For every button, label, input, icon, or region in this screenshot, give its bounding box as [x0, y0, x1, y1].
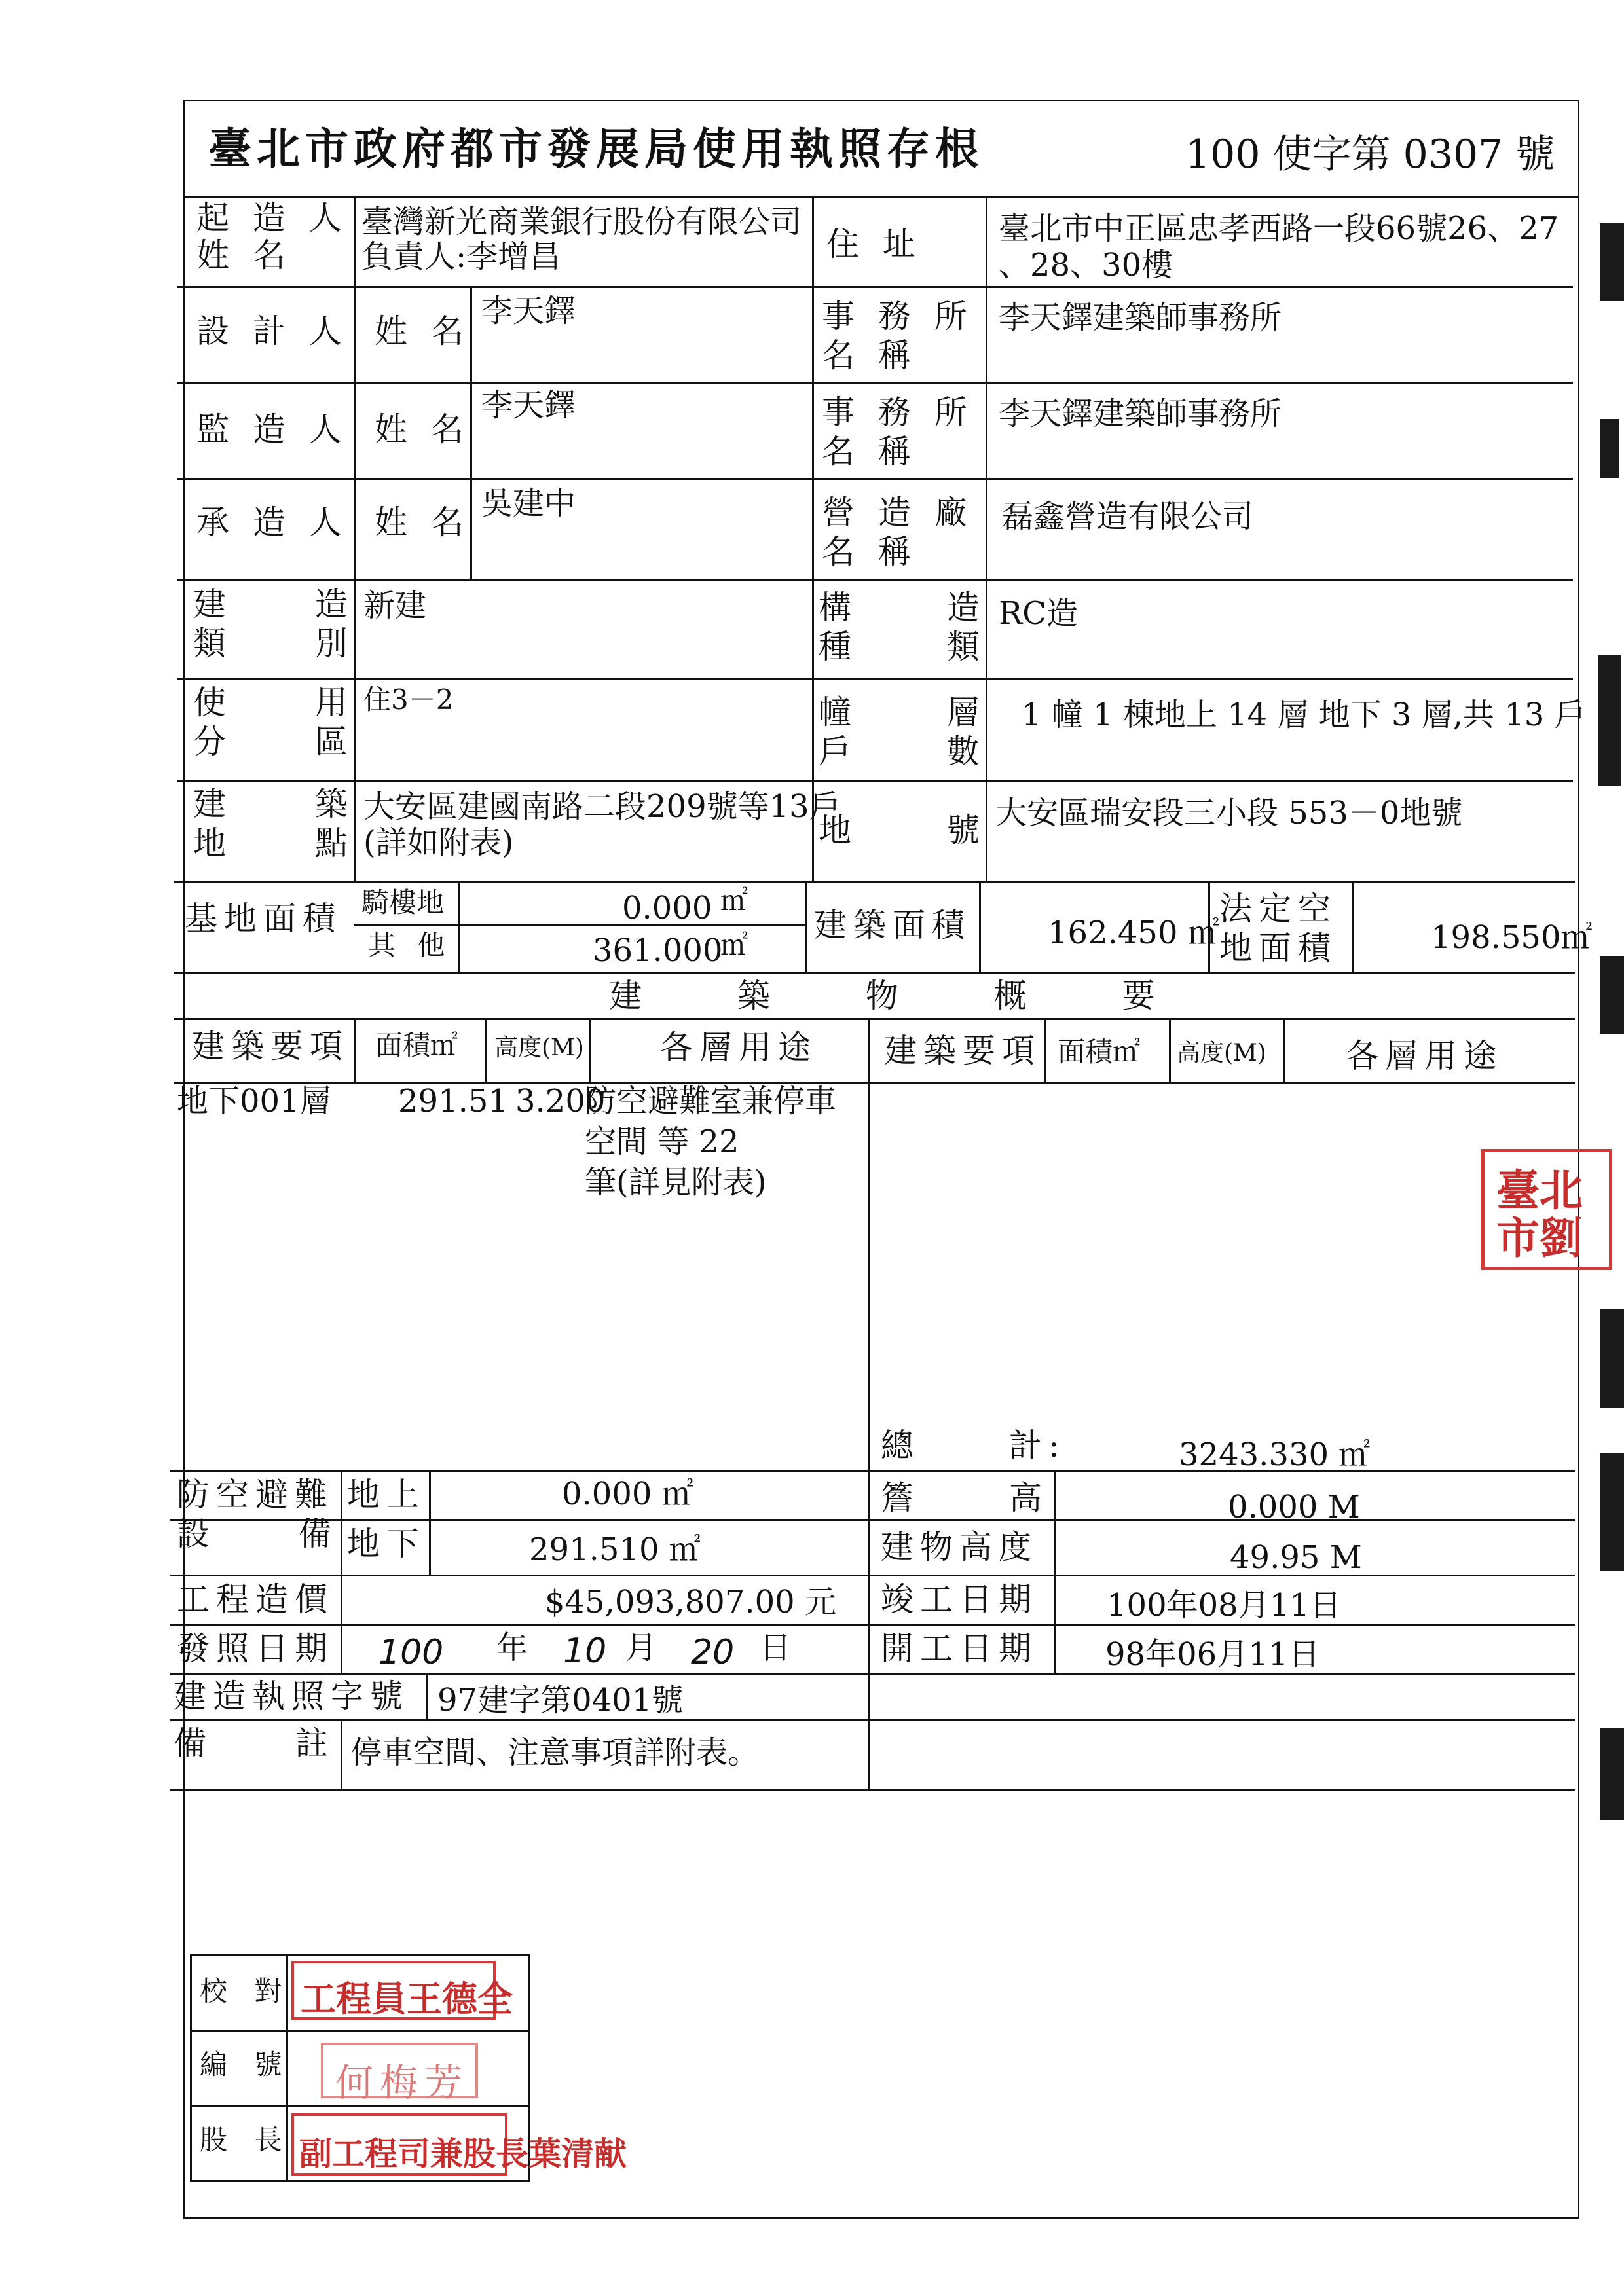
floors-value: 1 幢 1 棟地上 14 層 地下 3 層,共 13 戶 [1022, 697, 1586, 733]
site-area-label: 基地面積 [185, 900, 342, 938]
eave-height: 0.000 M [1228, 1489, 1360, 1525]
rule [354, 1018, 356, 1082]
shelter-above-label: 地上 [347, 1476, 426, 1514]
edge-mark [1600, 223, 1624, 301]
building-height-label: 建物高度 [881, 1528, 1038, 1566]
cost-value: $45,093,807.00 元 [545, 1584, 836, 1620]
applicant-label: 起 造 人 [196, 199, 348, 237]
building-area: 162.450 ㎡ [1048, 915, 1219, 951]
supervisor-office: 李天鐸建築師事務所 [999, 395, 1282, 432]
edge-mark [1598, 655, 1621, 786]
rule [177, 286, 1573, 288]
rule [805, 881, 807, 972]
applicant-address-cont: 、28、30樓 [999, 247, 1173, 283]
rule [1044, 1018, 1046, 1082]
official-seal [1481, 1149, 1612, 1270]
building-type: 新建 [363, 587, 427, 624]
rule [341, 1719, 342, 1789]
open-space-label-2: 地面積 [1219, 929, 1337, 967]
structure-label: 構 造 [819, 589, 986, 627]
rule [1054, 1470, 1056, 1673]
floor-use: 防空避難室兼停車 [585, 1083, 837, 1120]
designer-label: 設 計 人 [196, 312, 348, 350]
rule [177, 678, 1573, 680]
rule [183, 196, 1579, 198]
floor-item: 地下001層 [177, 1083, 331, 1120]
other-area: 361.000 [593, 932, 723, 969]
zoning-label: 使 用 [193, 683, 354, 721]
building-type-label: 建 造 [193, 585, 354, 623]
rule [1169, 1018, 1171, 1082]
completion-label: 竣工日期 [881, 1580, 1038, 1618]
issue-year: 100 [378, 1633, 444, 1672]
edge-mark [1600, 1728, 1624, 1820]
summary-header-height-2: 高度(M) [1177, 1040, 1266, 1066]
summary-header-item-2: 建築要項 [884, 1032, 1041, 1070]
contractor-name: 吳建中 [481, 485, 576, 522]
summary-header-area-2: 面積㎡ [1058, 1036, 1141, 1068]
floors-label-2: 戶 數 [819, 733, 986, 771]
rule [177, 579, 1573, 581]
number-label: 編 號 [200, 2049, 291, 2081]
edge-mark [1600, 419, 1619, 478]
location-detail: (詳如附表) [363, 824, 514, 861]
area-unit: ㎡ [720, 929, 748, 961]
summary-header-use-2: 各層用途 [1346, 1037, 1503, 1075]
lot-label: 地 號 [819, 811, 986, 849]
zoning-label-2: 分 區 [193, 723, 354, 761]
designer-office-label-2: 名 稱 [822, 337, 917, 374]
permit-number: 100 使字第 0307 號 [1185, 132, 1555, 177]
rule [868, 1018, 870, 1789]
rule [354, 924, 805, 926]
rule [812, 196, 814, 881]
open-space-area: 198.550㎡ [1431, 919, 1593, 956]
structure-type: RC造 [999, 595, 1078, 632]
edge-mark [1600, 1453, 1624, 1571]
building-height: 49.95 M [1230, 1539, 1362, 1576]
summary-title: 建 築 物 概 要 [609, 977, 1162, 1015]
rule [1283, 1018, 1285, 1082]
cost-label: 工程造價 [177, 1580, 334, 1618]
remarks-value: 停車空間、注意事項詳附表。 [350, 1734, 760, 1771]
edge-mark [1600, 956, 1624, 1034]
contractor-firm-label-2: 名 稱 [822, 533, 917, 571]
shelter-below-label: 地下 [347, 1525, 426, 1563]
rule [177, 382, 1573, 384]
rule [354, 196, 356, 881]
issue-year-char: 年 [496, 1630, 528, 1666]
applicant-representative: 負責人:李增昌 [361, 238, 561, 275]
location-label: 建 築 [193, 785, 354, 823]
issue-month: 10 [563, 1631, 607, 1671]
rule [170, 1789, 1575, 1791]
chief-stamp-text: 副工程司兼股長葉清献 [299, 2134, 627, 2173]
shelter-label-2: 設 備 [177, 1515, 338, 1553]
official-seal-text: 臺北市劉 [1496, 1165, 1583, 1264]
rule [177, 478, 1573, 480]
issue-month-char: 月 [625, 1630, 657, 1666]
rule [177, 780, 1573, 782]
floors-label: 幢 層 [819, 693, 986, 731]
supervisor-label: 監 造 人 [196, 410, 348, 448]
rule [485, 1018, 487, 1082]
issue-day: 20 [691, 1633, 735, 1672]
rule [174, 972, 1575, 974]
rule [170, 1673, 1575, 1675]
rule [470, 286, 472, 579]
edge-mark [1600, 1309, 1624, 1408]
issue-date-label: 發照日期 [177, 1630, 334, 1667]
engineer-stamp-text: 工程員王德全 [301, 1978, 513, 2020]
floor-use-cont-2: 筆(詳見附表) [585, 1164, 767, 1201]
location-label-2: 地 點 [193, 824, 354, 862]
contractor-label: 承 造 人 [196, 503, 348, 541]
applicant-name: 臺灣新光商業銀行股份有限公司 [361, 204, 802, 240]
summary-header-use: 各層用途 [660, 1029, 817, 1066]
shelter-below: 291.510 ㎡ [529, 1531, 701, 1568]
rule [426, 1673, 428, 1719]
rule [458, 881, 460, 972]
open-space-label: 法定空 [1219, 890, 1337, 928]
summary-header-area: 面積㎡ [375, 1029, 458, 1061]
contractor-name-label: 姓 名 [375, 503, 470, 541]
shelter-above: 0.000 ㎡ [562, 1476, 693, 1512]
applicant-address: 臺北市中正區忠孝西路一段66號26、27 [999, 210, 1559, 247]
remarks-label: 備 註 [174, 1724, 335, 1762]
engineer-stamp [291, 1961, 513, 2020]
floor-height: 3.200 [515, 1083, 606, 1120]
rule [429, 1470, 431, 1575]
floor-use-cont: 空間 等 22 [585, 1123, 739, 1160]
rule [341, 1470, 342, 1624]
rule [190, 2030, 530, 2032]
designer-office-label: 事 務 所 [822, 297, 974, 335]
rule [986, 196, 987, 881]
location-value: 大安區建國南路二段209號等13戶 [363, 788, 841, 825]
arcade-label: 騎樓地 [361, 886, 445, 919]
building-area-label: 建築面積 [814, 906, 971, 944]
rule [174, 881, 1575, 883]
contractor-firm: 磊鑫營造有限公司 [1002, 498, 1254, 535]
chief-label: 股 長 [200, 2124, 291, 2156]
other-label: 其 他 [368, 929, 445, 961]
summary-header-item: 建築要項 [192, 1027, 349, 1065]
rule [979, 881, 981, 972]
permit-value: 97建字第0401號 [437, 1682, 684, 1719]
structure-label-2: 種 類 [819, 628, 986, 666]
rule [589, 1018, 591, 1082]
rule [170, 1519, 1575, 1521]
rule [170, 1624, 1575, 1626]
rule [170, 1719, 1575, 1721]
shelter-label: 防空避難 [177, 1476, 334, 1514]
supervisor-name-label: 姓 名 [375, 410, 470, 448]
designer-name: 李天鐸 [481, 293, 576, 329]
rule [170, 1575, 1575, 1576]
lot-number: 大安區瑞安段三小段 553－0地號 [995, 795, 1463, 831]
check-label: 校 對 [200, 1975, 291, 2007]
contractor-firm-label: 營 造 廠 [822, 494, 974, 532]
document-title: 臺北市政府都市發展局使用執照存根 [208, 123, 984, 174]
rule [1352, 881, 1354, 972]
number-stamp-text: 何梅芳 [335, 2060, 470, 2105]
designer-office: 李天鐸建築師事務所 [999, 299, 1282, 336]
completion-date: 100年08月11日 [1107, 1587, 1341, 1624]
total-area: 3243.330 ㎡ [1179, 1436, 1371, 1473]
applicant-name-label: 姓 名 [196, 236, 292, 274]
start-date-label: 開工日期 [881, 1630, 1038, 1667]
permit-label: 建造執照字號 [174, 1677, 409, 1715]
building-type-label-2: 類 別 [193, 625, 354, 663]
number-stamp [321, 2043, 478, 2105]
zoning-value: 住3－2 [363, 683, 454, 716]
designer-name-label: 姓 名 [375, 312, 470, 350]
start-date: 98年06月11日 [1105, 1636, 1320, 1673]
rule [174, 1082, 1575, 1084]
eave-label: 簷 高 [881, 1479, 1048, 1517]
address-label: 住 址 [826, 225, 922, 263]
rule [174, 1018, 1575, 1020]
issue-day-char: 日 [760, 1630, 792, 1666]
arcade-area: 0.000 [622, 890, 712, 926]
chief-stamp [291, 2113, 627, 2176]
area-unit: ㎡ [720, 884, 748, 917]
summary-header-height: 高度(M) [494, 1034, 584, 1061]
rule [341, 1624, 342, 1673]
floor-area: 291.51 [398, 1083, 508, 1120]
total-label: 總 計: [881, 1427, 1066, 1465]
supervisor-office-label: 事 務 所 [822, 393, 974, 431]
supervisor-office-label-2: 名 稱 [822, 433, 917, 471]
supervisor-name: 李天鐸 [481, 387, 576, 424]
